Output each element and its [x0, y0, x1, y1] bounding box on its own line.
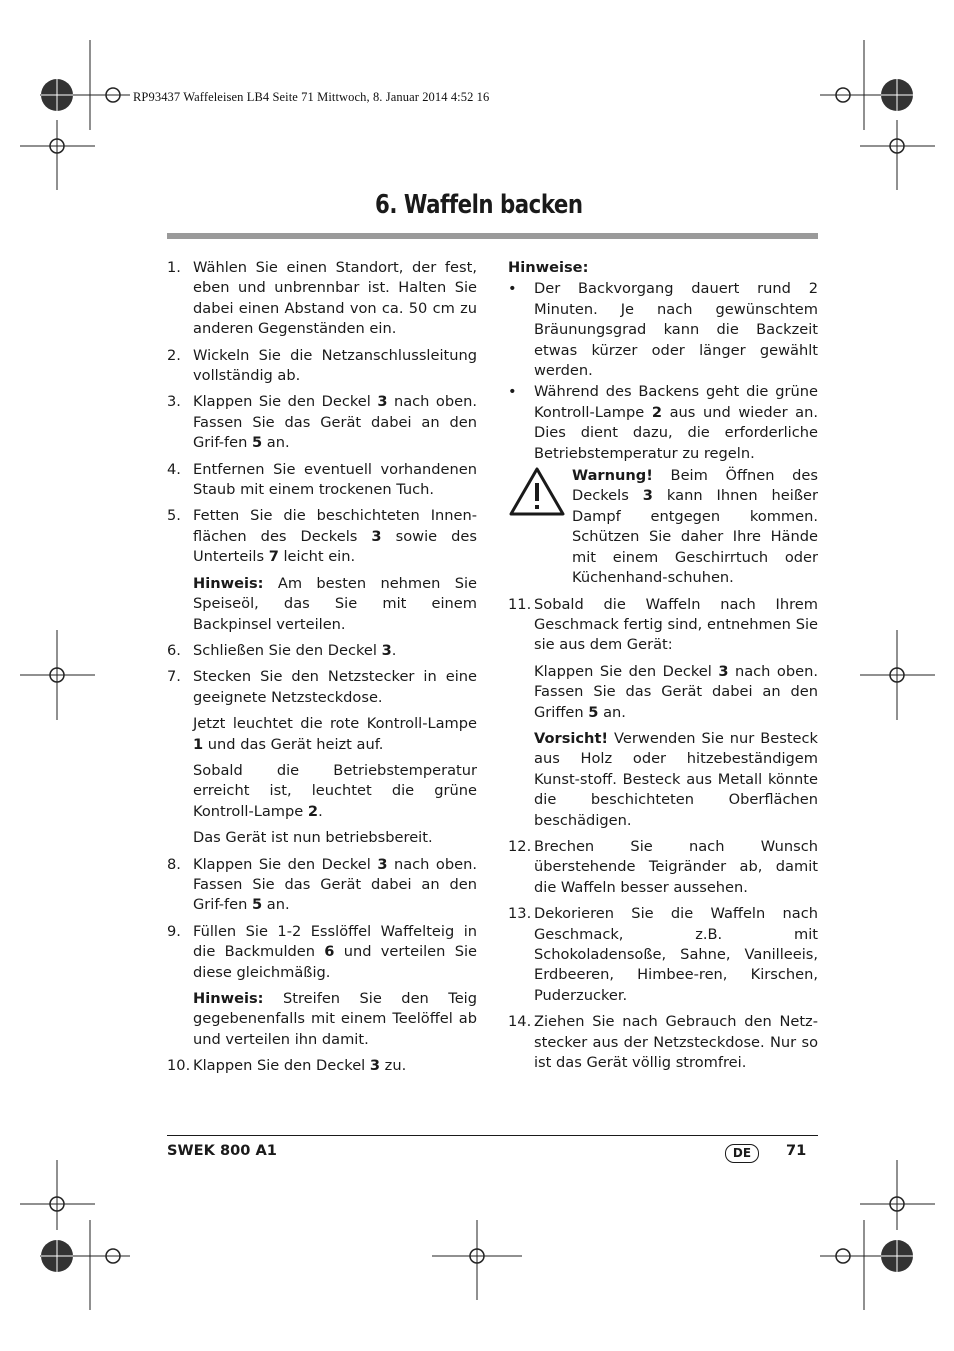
left-column [167, 258, 477, 1083]
step-3: 3. Klappen Sie den Deckel 3 nach oben. Fassen Sie das Gerät dabei an den Grif-fen 5 an. [167, 393, 477, 452]
language-badge: DE [725, 1144, 759, 1163]
step-5: 5. Fetten Sie die beschichteten Innen-flächen des Deckels 3 sowie des Unterteils 7 leicht ein. [167, 507, 477, 566]
warning-triangle-icon [508, 466, 572, 588]
step-13: 13. Dekorieren Sie die Waffeln nach Geschmack, z.B. mit Schokoladensoße, Sahne, Vanilleeis, Erdbeeren, Himbee-ren, Kirschen, Puderzucker. [508, 905, 818, 1004]
note-oil: Hinweis: Am besten nehmen Sie Speiseöl, das Sie mit einem Backpinsel verteilen. [193, 574, 477, 633]
sub-red-lamp: Jetzt leuchtet die rote Kontroll-Lampe 1 und das Gerät heizt auf. [193, 715, 477, 753]
bullet-icon: • [508, 383, 517, 401]
step-14: 14. Ziehen Sie nach Gebrauch den Netz-stecker aus der Netzsteckdose. Nur so ist das Gerät völlig stromfrei. [508, 1013, 818, 1072]
print-header: RP93437 Waffeleisen LB4 Seite 71 Mittwoch, 8. Januar 2014 4:52 16 [133, 90, 490, 104]
step-7: 7. Stecken Sie den Netzstecker in eine geeignete Netzsteckdose. [167, 668, 477, 706]
step-6: 6. Schließen Sie den Deckel 3. [167, 641, 397, 659]
page-title: 6. Waffeln backen [375, 190, 583, 220]
step-8: 8. Klappen Sie den Deckel 3 nach oben. Fassen Sie das Gerät dabei an den Grif-fen 5 an. [167, 855, 477, 914]
footer-rule [167, 1135, 818, 1136]
step-4: 4. Entfernen Sie eventuell vorhandenen Staub mit einem trockenen Tuch. [167, 460, 477, 499]
hint-bullet-2: • Während des Backens geht die grüne Kontroll-Lampe 2 aus und wieder an. Dies dient dazu, die erforderliche Betriebstemperatur zu regeln. [508, 382, 818, 464]
sub-green-lamp: Sobald die Betriebstemperatur erreicht ist, leuchtet die grüne Kontroll-Lampe 2. [193, 761, 477, 820]
bullet-icon: • [508, 280, 517, 298]
warning-box: Warnung! Beim Öffnen des Deckels 3 kann Ihnen heißer Dampf entgegen kommen. Schützen Sie daher Ihre Hände mit einem Geschirrtuch oder Küchenhand-schuhen. [508, 466, 818, 588]
sub-ready: Das Gerät ist nun betriebsbereit. [193, 829, 433, 847]
caution-note: Vorsicht! Verwenden Sie nur Besteck aus Holz oder hitzebeständigem Kunst-stoff. Besteck aus Metall könnte die beschichteten Oberflächen beschädigen. [534, 729, 818, 829]
step-11: 11. Sobald die Waffeln nach Ihrem Geschmack fertig sind, entnehmen Sie sie aus dem Gerät: [508, 595, 818, 654]
step-2: 2. Wickeln Sie die Netzanschlussleitung vollständig ab. [167, 346, 477, 385]
step-10: 10. Klappen Sie den Deckel 3 zu. [167, 1057, 407, 1075]
step-9: 9. Füllen Sie 1-2 Esslöffel Waffelteig in die Backmulden 6 und verteilen Sie diese gleichmäßig. [167, 922, 477, 981]
footer-model: SWEK 800 A1 [167, 1142, 277, 1159]
note-spoon: Hinweis: Streifen Sie den Teig gegebenenfalls mit einem Teelöffel ab und verteilen ihn damit. [193, 990, 477, 1048]
hints-heading: Hinweise: [508, 259, 589, 276]
step-12: 12. Brechen Sie nach Wunsch überstehende Teigränder ab, damit die Waffeln besser aussehen. [508, 837, 818, 896]
page-number: 71 [786, 1142, 807, 1159]
hint-bullet-1: • Der Backvorgang dauert rund 2 Minuten. Je nach gewünschtem Bräunungsgrad kann die Backzeit etwas kürzer oder länger gewählt werden. [508, 279, 818, 381]
step-1: 1. Wählen Sie einen Standort, der fest, eben und unbrennbar ist. Halten Sie dabei einen Abstand von ca. 50 cm zu anderen Gegenständen ein. [167, 259, 477, 338]
right-column [508, 258, 818, 1079]
title-underline [167, 233, 818, 239]
sub-open-lid: Klappen Sie den Deckel 3 nach oben. Fassen Sie das Gerät dabei an den Griffen 5 an. [534, 662, 818, 721]
